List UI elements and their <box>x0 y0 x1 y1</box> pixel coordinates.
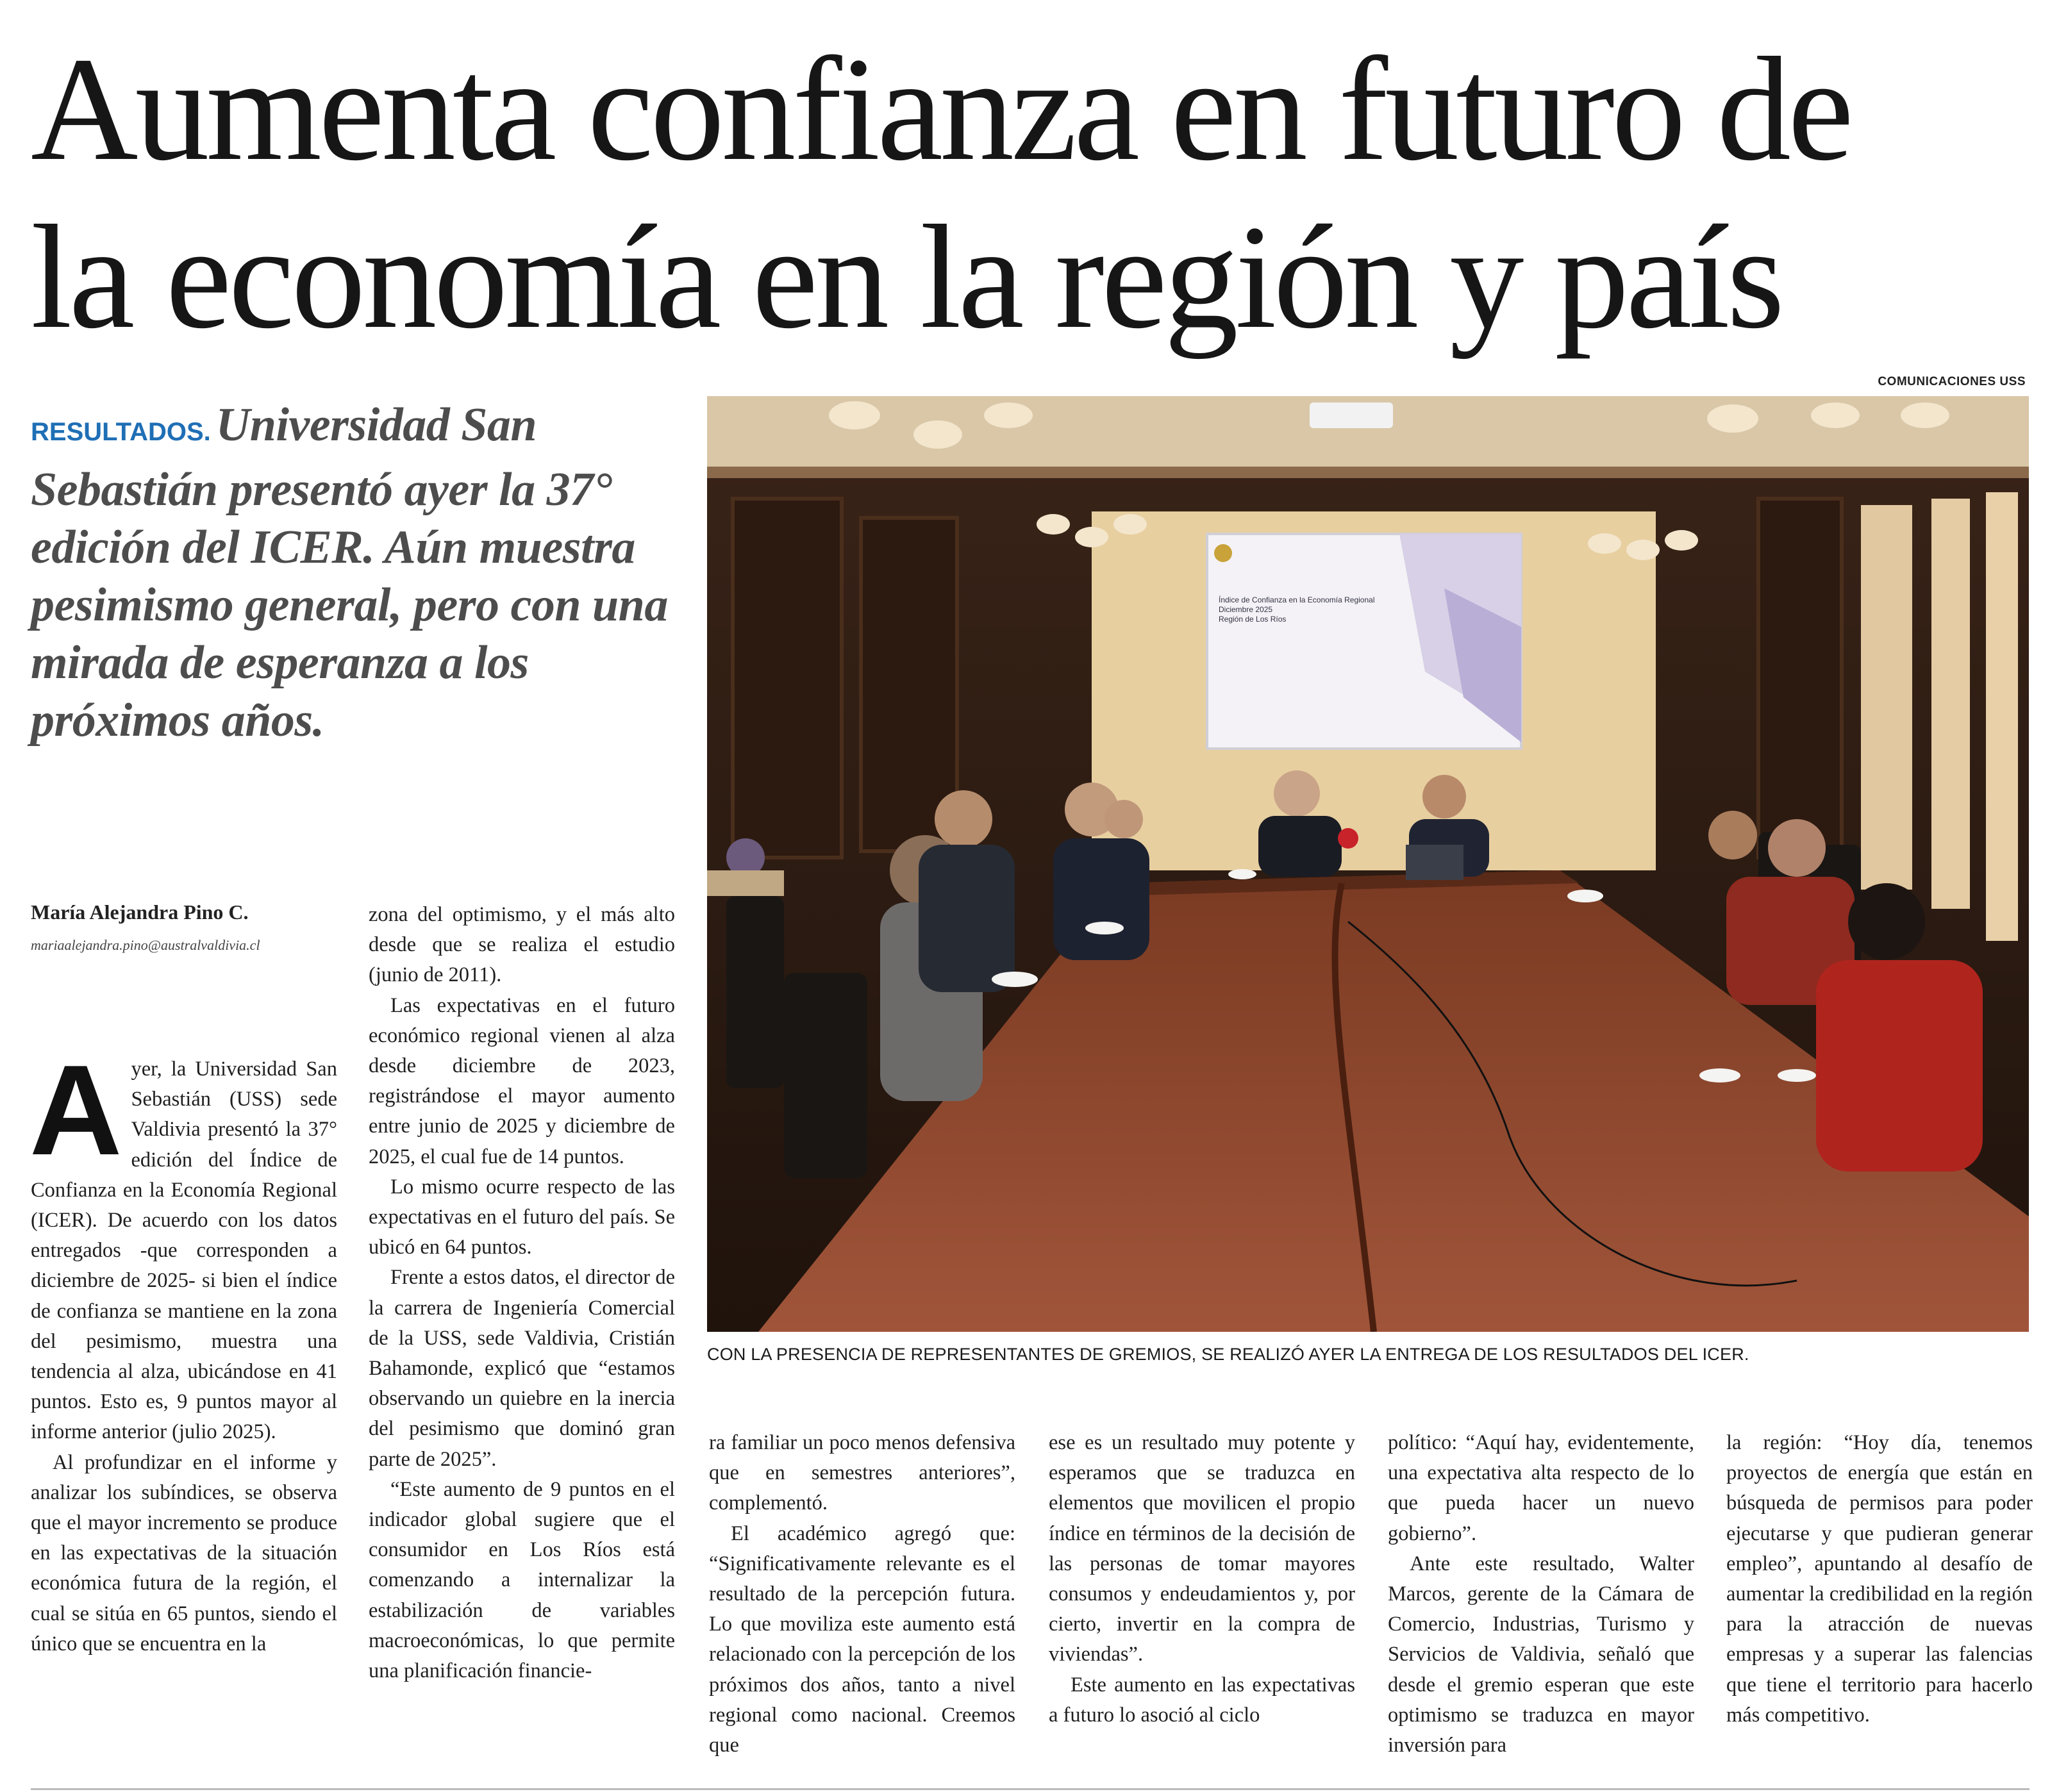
paragraph: Este aumento en las expectativas a futuro lo asoció al ciclo <box>1049 1673 1355 1727</box>
photo-caption: CON LA PRESENCIA DE REPRESENTANTES DE GREMIOS, SE REALIZÓ AYER LA ENTREGA DE LOS RESULTADOS DEL ICER. <box>707 1345 1749 1364</box>
deck <box>31 396 691 749</box>
body-column-5 <box>1388 1428 1694 1761</box>
headline <box>31 26 2031 361</box>
body-column-3 <box>709 1428 1015 1761</box>
paragraph: ese es un resultado muy potente y esperamos que se traduzca en elementos que movilicen el propio índice en términos de la decisión de las personas de tomar mayores consumos y endeudamientos y, por cierto, invertir en la compra de viviendas”. <box>1049 1431 1355 1666</box>
byline-email: mariaalejandra.pino@australvaldivia.cl <box>31 937 260 953</box>
body-column-6 <box>1726 1428 2033 1730</box>
body-column-1 <box>29 1039 337 1659</box>
bottom-rule <box>31 1788 2030 1790</box>
paragraph: la región: “Hoy día, tenemos proyectos de energía que están en búsqueda de permisos para poder ejecutarse y que pudieran generar empleo”, apuntando al desafío de aumentar la credibilidad en la región para la atracción de nuevas empresas y a superar las falencias que tiene el territorio para hacerlo más competitivo. <box>1726 1431 2033 1727</box>
drop-cap: A <box>29 1039 122 1182</box>
paragraph: Frente a estos datos, el director de la carrera de Ingeniería Comercial de la USS, sede Valdivia, Cristián Bahamonde, explicó que “estamos observando un quiebre en la inercia del pesimismo que dominó gran parte de 2025”. <box>369 1266 675 1471</box>
body-column-2 <box>369 900 675 1686</box>
paragraph: político: “Aquí hay, evidentemente, una expectativa alta respecto de lo que pueda hacer un nuevo gobierno”. <box>1388 1431 1694 1545</box>
slide-text: Índice de Confianza en la Economía Regional Diciembre 2025 Región de Los Ríos <box>1219 595 1375 624</box>
paragraph-text: yer, la Universidad San Sebastián (USS) sede Valdivia presentó la 37° edición del Índice de Confianza en la Economía Regional (ICER). De acuerdo con los datos entregados -que corresponden a diciembre de 2025- si bien el índice de confianza se mantiene en la zona del pesimismo, muestra una tendencia al alza, ubicándose en 41 puntos. Esto es, 9 puntos mayor al informe anterior (julio 2025). <box>31 1058 337 1444</box>
paragraph: Las expectativas en el futuro económico regional vienen al alza desde diciembre de 2023, registrándose el mayor aumento entre junio de 2025 y diciembre de 2025, el cual fue de 14 puntos. <box>369 993 675 1168</box>
paragraph: Ante este resultado, Walter Marcos, gerente de la Cámara de Comercio, Industrias, Turismo y Servicios de Valdivia, señaló que desde el gremio esperan que este optimismo se traduzca en mayor inversión para <box>1388 1552 1694 1757</box>
meeting-photo <box>707 396 2029 1332</box>
headline-line-2: la economía en la región y país <box>31 195 1782 360</box>
deck-text: Universidad San Sebastián presentó ayer la 37° edición del ICER. Aún muestra pesimismo general, pero con una mirada de esperanza a los próximos años. <box>31 399 668 747</box>
photo-credit: COMUNICACIONES USS <box>1878 375 2026 388</box>
paragraph: Al profundizar en el informe y analizar los subíndices, se observa que el mayor incremento se produce en las expectativas de la situación económica futura de la región, el cual se sitúa en 65 puntos, siendo el único que se encuentra en la <box>31 1450 337 1655</box>
headline-line-1: Aumenta confianza en futuro de <box>31 27 1851 192</box>
body-column-4 <box>1049 1428 1355 1730</box>
paragraph: El académico agregó que: “Significativamente relevante es el resultado de la percepción futura. Lo que moviliza este aumento está relacionado con la percepción de los próximos dos años, tanto a nivel regional como nacional. Creemos que <box>709 1522 1015 1757</box>
paragraph: zona del optimismo, y el más alto desde que se realiza el estudio (junio de 2011). <box>369 903 675 987</box>
paragraph: “Este aumento de 9 puntos en el indicador global sugiere que el consumidor en Los Ríos está comenzando a internalizar la estabilización de variables macroeconómicas, lo que permite una planificación financie- <box>369 1477 675 1683</box>
byline-name: María Alejandra Pino C. <box>31 900 249 924</box>
paragraph: Lo mismo ocurre respecto de las expectativas en el futuro del país. Se ubicó en 64 puntos. <box>369 1175 675 1259</box>
paragraph <box>29 1039 337 1448</box>
deck-kicker: RESULTADOS. <box>31 418 211 446</box>
paragraph: ra familiar un poco menos defensiva que en semestres anteriores”, complementó. <box>709 1431 1015 1515</box>
